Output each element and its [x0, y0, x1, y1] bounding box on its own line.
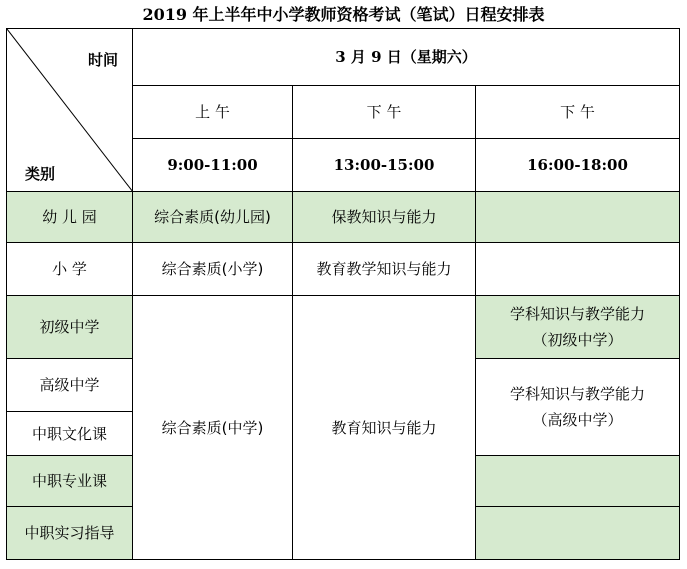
primary-session-1: 综合素质(小学)	[133, 243, 293, 296]
category-vocational-major: 中职专业课	[7, 456, 133, 507]
primary-session-3	[476, 243, 680, 296]
period-afternoon-1: 下 午	[293, 86, 476, 139]
primary-session-2: 教育教学知识与能力	[293, 243, 476, 296]
corner-cell	[7, 29, 133, 192]
corner-time-label: 时间	[87, 51, 118, 69]
secondary-session-1: 综合素质(中学)	[133, 296, 293, 560]
junior-level-line: （初级中学）	[532, 331, 623, 349]
senior-level-line: （高级中学）	[532, 411, 623, 429]
secondary-session-2: 教育知识与能力	[293, 296, 476, 560]
category-primary: 小 学	[7, 243, 133, 296]
table-row	[7, 192, 680, 243]
date-header: 3 月 9 日（星期六）	[133, 29, 680, 86]
vocational-practice-session-3	[476, 507, 680, 560]
table-row	[7, 296, 680, 359]
schedule-table	[6, 28, 680, 560]
senior-subject-line: 学科知识与教学能力	[509, 385, 645, 403]
category-vocational-practice: 中职实习指导	[7, 507, 133, 560]
time-afternoon-1: 13:00-15:00	[293, 139, 476, 192]
junior-subject-line: 学科知识与教学能力	[509, 305, 645, 323]
category-senior: 高级中学	[7, 359, 133, 412]
corner-category-label: 类别	[25, 165, 56, 183]
senior-session-3	[476, 359, 680, 456]
vocational-major-session-3	[476, 456, 680, 507]
period-afternoon-2: 下 午	[476, 86, 680, 139]
header-row-date	[7, 29, 680, 86]
time-morning: 9:00-11:00	[133, 139, 293, 192]
category-junior: 初级中学	[7, 296, 133, 359]
category-vocational-culture: 中职文化课	[7, 412, 133, 456]
junior-session-3	[476, 296, 680, 359]
category-kindergarten: 幼 儿 园	[7, 192, 133, 243]
page-title: 2019 年上半年中小学教师资格考试（笔试）日程安排表	[142, 5, 545, 24]
time-afternoon-2: 16:00-18:00	[476, 139, 680, 192]
kindergarten-session-3	[476, 192, 680, 243]
kindergarten-session-1: 综合素质(幼儿园)	[133, 192, 293, 243]
kindergarten-session-2: 保教知识与能力	[293, 192, 476, 243]
table-row	[7, 243, 680, 296]
period-morning: 上 午	[133, 86, 293, 139]
